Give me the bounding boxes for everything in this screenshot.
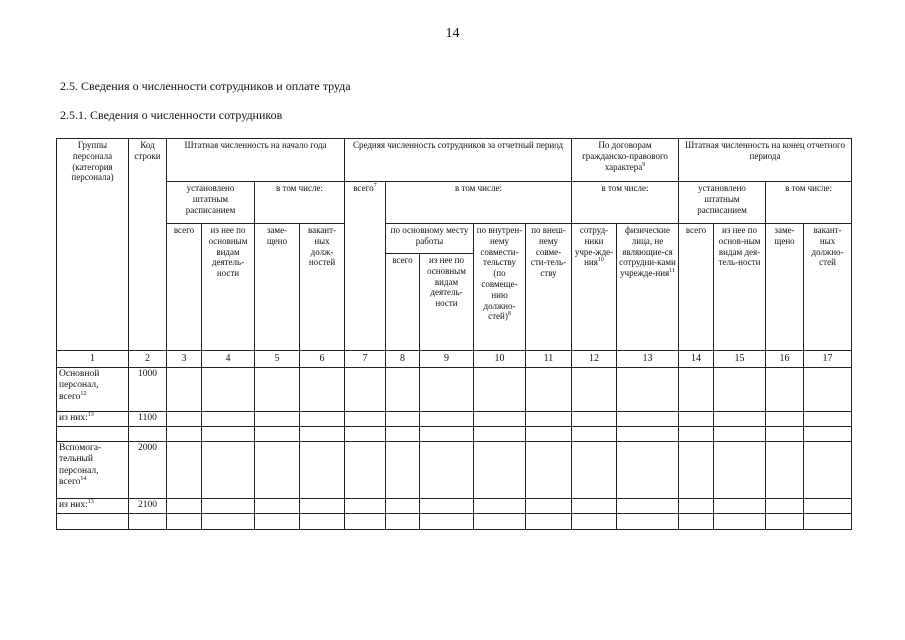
- header-end-incl: в том числе:: [766, 182, 852, 224]
- table-row: [57, 442, 852, 499]
- header-start-total: всего: [167, 224, 202, 351]
- row-label-aux: Вспомога-тельный персонал, всего$^{14}$: [57, 442, 129, 499]
- header-external: по внеш-нему совме-сти-тель-ству: [526, 224, 572, 351]
- header-end-replaced: заме-щено: [766, 224, 804, 351]
- row-code: 2100: [129, 499, 167, 514]
- header-start-incl: в том числе:: [255, 182, 345, 224]
- header-main-job-total: всего: [386, 254, 420, 351]
- header-end-established: установлено штатным расписанием: [679, 182, 766, 224]
- header-end-vacant: вакант-ных должно-стей: [804, 224, 852, 351]
- table-row: [57, 499, 852, 514]
- staff-count-table: [56, 138, 852, 530]
- row-label-of-them: из них:$^{13}$: [57, 499, 129, 514]
- row-code: 1000: [129, 368, 167, 412]
- row-code: 2000: [129, 442, 167, 499]
- header-start-vacant: вакант-ных долж-ностей: [300, 224, 345, 351]
- header-end-total: всего: [679, 224, 714, 351]
- page-number: 14: [445, 26, 460, 41]
- header-employees: сотруд-ники учре-жде-ния$^{10}$: [572, 224, 617, 351]
- section-title: 2.5. Сведения о численности сотрудников и оплате труда: [60, 79, 351, 93]
- table-row: [57, 412, 852, 427]
- header-internal: по внутрен-нему совмести-тельству (по совмеще-нию должно-стей)$^8$: [474, 224, 526, 351]
- table-row: [57, 427, 852, 442]
- header-groups: Группы персонала (категория персонала): [57, 139, 129, 351]
- row-label-of-them: из них:$^{13}$: [57, 412, 129, 427]
- header-individuals: физические лица, не являющие-ся сотрудни-ками учрежде-ния$^{11}$: [617, 224, 679, 351]
- header-end-main: из нее по основ-ным видам дея-тель-ности: [714, 224, 766, 351]
- header-average: Средняя численность сотрудников за отчетный период: [345, 139, 572, 182]
- header-average-total: всего$^7$: [345, 182, 386, 351]
- header-start-replaced: заме-щено: [255, 224, 300, 351]
- header-main-job: по основному месту работы: [386, 224, 474, 254]
- header-end-period: Штатная численность на конец отчетного периода: [679, 139, 852, 182]
- header-start-main: из нее по основным видам деятель-ности: [202, 224, 255, 351]
- row-label-main: Основной персонал, всего$^{12}$: [57, 368, 129, 412]
- header-average-incl: в том числе:: [386, 182, 572, 224]
- column-numbers-row: 1 2 3 4 5 6 7 8 9 10 11 12 13 14 15 16 17: [57, 351, 852, 368]
- header-code: Код строки: [129, 139, 167, 351]
- subsection-title: 2.5.1. Сведения о численности сотрудников: [60, 108, 283, 122]
- header-main-job-main: из нее по основным видам деятель-ности: [420, 254, 474, 351]
- row-code: 1100: [129, 412, 167, 427]
- header-start-year: Штатная численность на начало года: [167, 139, 345, 182]
- table-row: [57, 368, 852, 412]
- header-contracts: По договорам гражданско-правового характера$^9$: [572, 139, 679, 182]
- table-row: [57, 514, 852, 530]
- header-contracts-incl: в том числе:: [572, 182, 679, 224]
- header-start-established: установлено штатным расписанием: [167, 182, 255, 224]
